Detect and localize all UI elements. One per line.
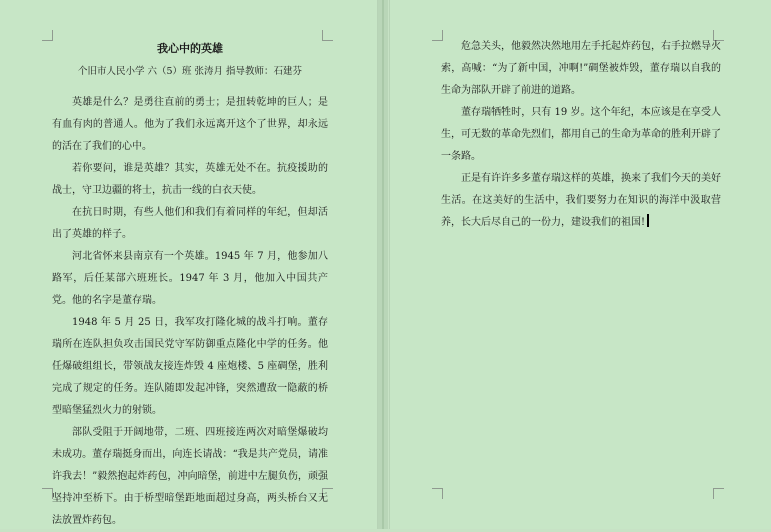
text-cursor [647, 214, 649, 227]
paragraph: 1948 年 5 月 25 日，我军攻打隆化城的战斗打响。董存瑞所在连队担负攻击国民党守军防御重点隆化中学的任务。他任爆破组组长，带领战友接连炸毁 4 座炮楼、5 座碉堡，胜利完成了规定的任务。连队随即发起冲锋，突然遭敌一隐蔽的桥型暗堡猛烈火力的射锁。 [52, 317, 328, 416]
paragraph-text: 正是有许许多多董存瑞这样的英雄，换来了我们今天的美好生活。在这美好的生活中，我们要努力在知识的海洋中汲取营养，长大后尽自己的一份力，建设我们的祖国! [441, 173, 721, 228]
paragraph: 董存瑞牺牲时，只有 19 岁。这个年纪，本应该是在享受人生，可无数的革命先烈们，都用自己的生命为革命的胜利开辟了一条路。 [441, 107, 721, 162]
paragraph: 在抗日时期，有些人他们和我们有着同样的年纪，但却活出了英雄的样子。 [52, 207, 328, 240]
document-subtitle: 个旧市人民小学 六（5）班 张涛月 指导教师：石建芬 [77, 66, 303, 77]
paragraph: 英雄是什么？是勇往直前的勇士；是扭转乾坤的巨人；是有血有肉的普通人。他为了我们永远离开这个了世界，却永远的活在了我们的心中。 [52, 97, 328, 152]
margin-corner-marker [432, 488, 443, 499]
document-title: 我心中的英雄 [157, 42, 223, 55]
paragraph [441, 168, 721, 234]
paragraph: 危急关头，他毅然决然地用左手托起炸药包，右手拉燃导火索，高喊：“为了新中国，冲啊!”碉堡被炸毁，董存瑞以自我的生命为部队开辟了前进的道路。 [441, 41, 721, 96]
paragraph: 若你要问，谁是英雄？其实，英雄无处不在。抗疫援助的战士，守卫边疆的将士，抗击一线的白衣天使。 [52, 163, 328, 196]
paragraph: 河北省怀来县南京有一个英雄。1945 年 7 月，他参加八路军，后任某部六班班长。1947 年 3 月，他加入中国共产党。他的名字是董存瑞。 [52, 251, 328, 306]
page-gutter [378, 0, 388, 529]
paragraph: 部队受阻于开阔地带，二班、四班接连两次对暗堡爆破均未成功。董存瑞挺身而出，向连长请战：“我是共产党员，请准许我去！”毅然抱起炸药包，冲向暗堡，前进中左腿负伤，顽强坚持冲至桥下。由于桥型暗堡距地面超过身高，两头桥台又无法放置炸药包。 [52, 427, 328, 526]
margin-corner-marker [713, 488, 724, 499]
right-page-text[interactable] [441, 36, 721, 234]
left-page-text[interactable] [52, 36, 328, 532]
